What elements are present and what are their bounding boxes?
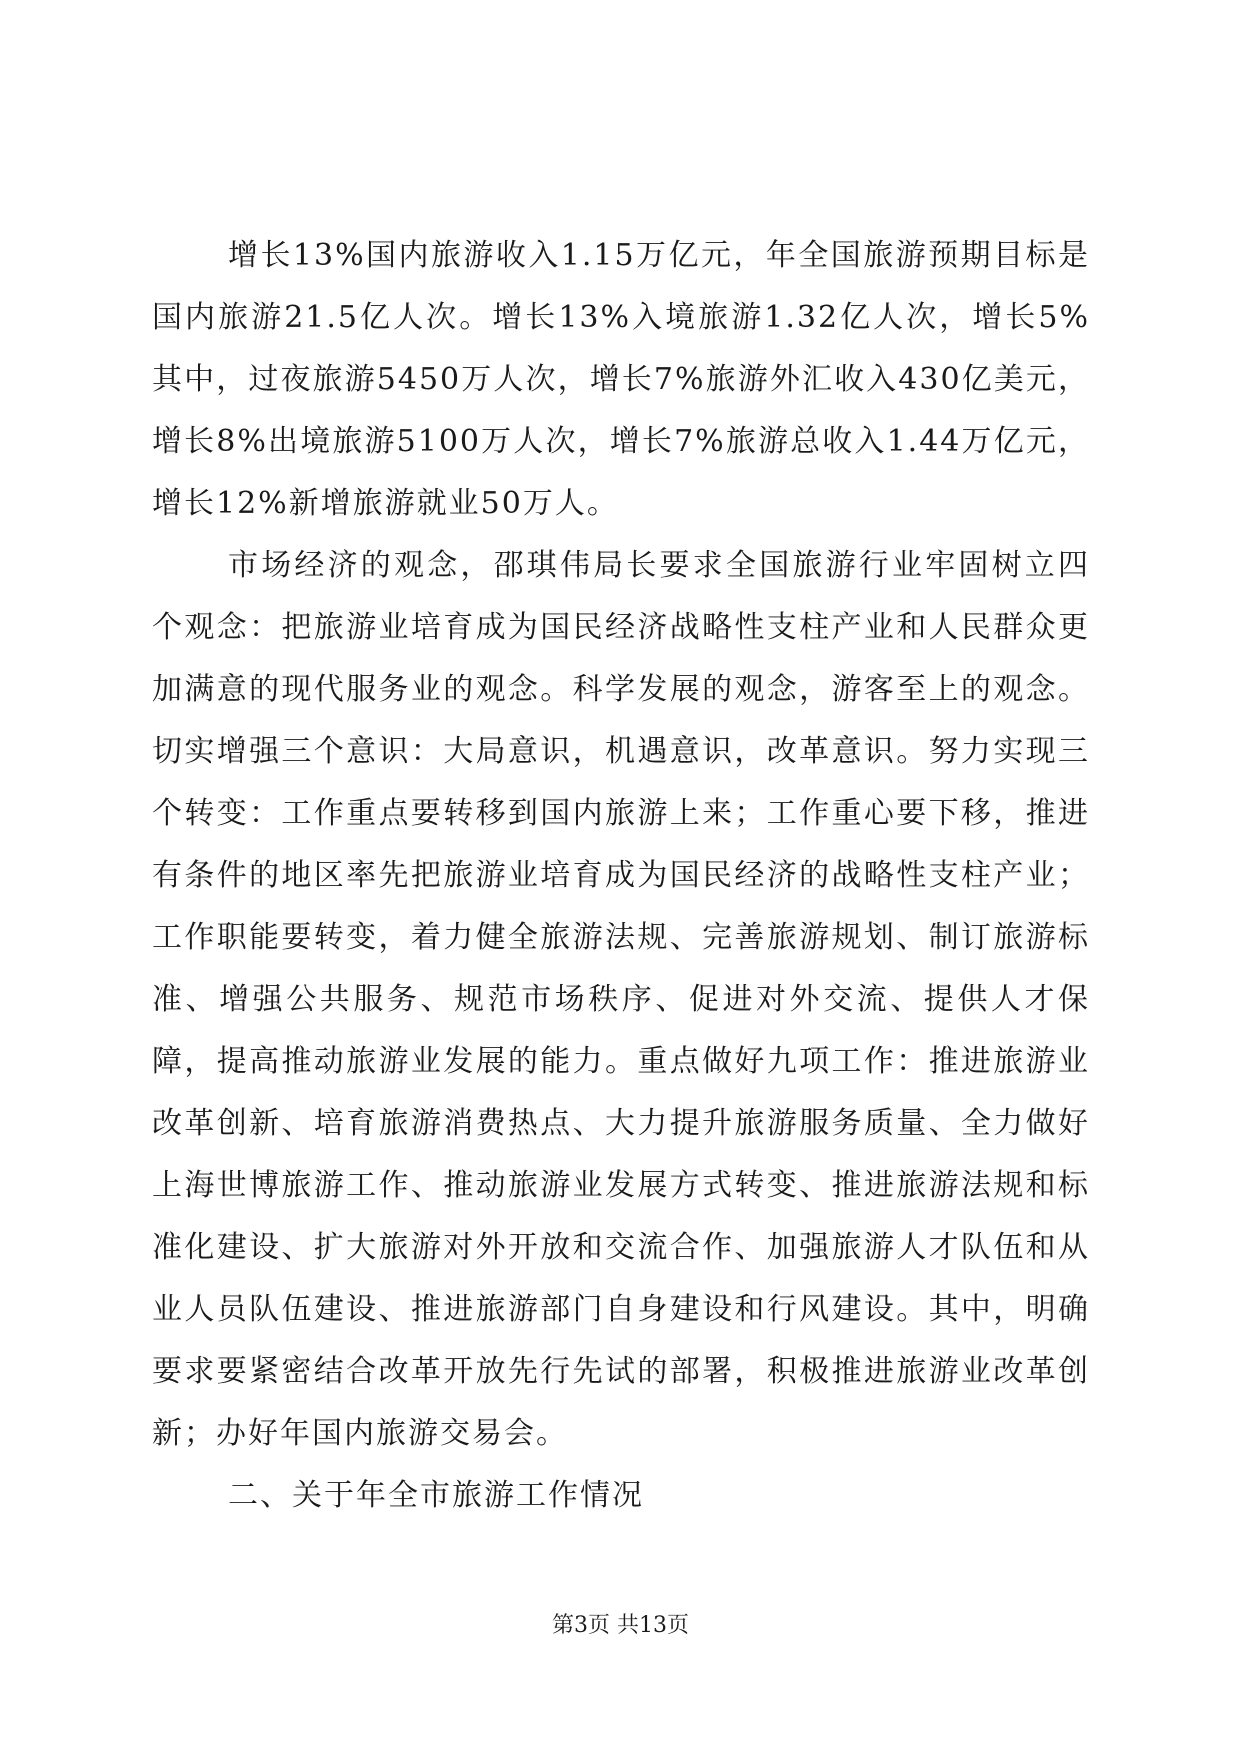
- document-body: [152, 225, 1090, 1527]
- paragraph-tourism-targets: 增长13%国内旅游收入1.15万亿元，年全国旅游预期目标是国内旅游21.5亿人次。增长13%入境旅游1.32亿人次，增长5%其中，过夜旅游5450万人次，增长7%旅游外汇收入430亿美元，增长8%出境旅游5100万人次，增长7%旅游总收入1.44万亿元，增长12%新增旅游就业50万人。: [152, 238, 1090, 521]
- section-heading: 二、关于年全市旅游工作情况: [228, 1478, 644, 1513]
- page-number: 第3页 共13页: [552, 1613, 689, 1638]
- paragraph-market-economy: 市场经济的观念，邵琪伟局长要求全国旅游行业牢固树立四个观念：把旅游业培育成为国民经济战略性支柱产业和人民群众更加满意的现代服务业的观念。科学发展的观念，游客至上的观念。切实增强三个意识：大局意识，机遇意识，改革意识。努力实现三个转变：工作重点要转移到国内旅游上来；工作重心要下移，推进有条件的地区率先把旅游业培育成为国民经济的战略性支柱产业；工作职能要转变，着力健全旅游法规、完善旅游规划、制订旅游标准、增强公共服务、规范市场秩序、促进对外交流、提供人才保障，提高推动旅游业发展的能力。重点做好九项工作：推进旅游业改革创新、培育旅游消费热点、大力提升旅游服务质量、全力做好上海世博旅游工作、推动旅游业发展方式转变、推进旅游法规和标准化建设、扩大旅游对外开放和交流合作、加强旅游人才队伍和从业人员队伍建设、推进旅游部门自身建设和行风建设。其中，明确要求要紧密结合改革开放先行先试的部署，积极推进旅游业改革创新；办好年国内旅游交易会。: [152, 548, 1090, 1451]
- page-footer: [0, 1611, 1241, 1641]
